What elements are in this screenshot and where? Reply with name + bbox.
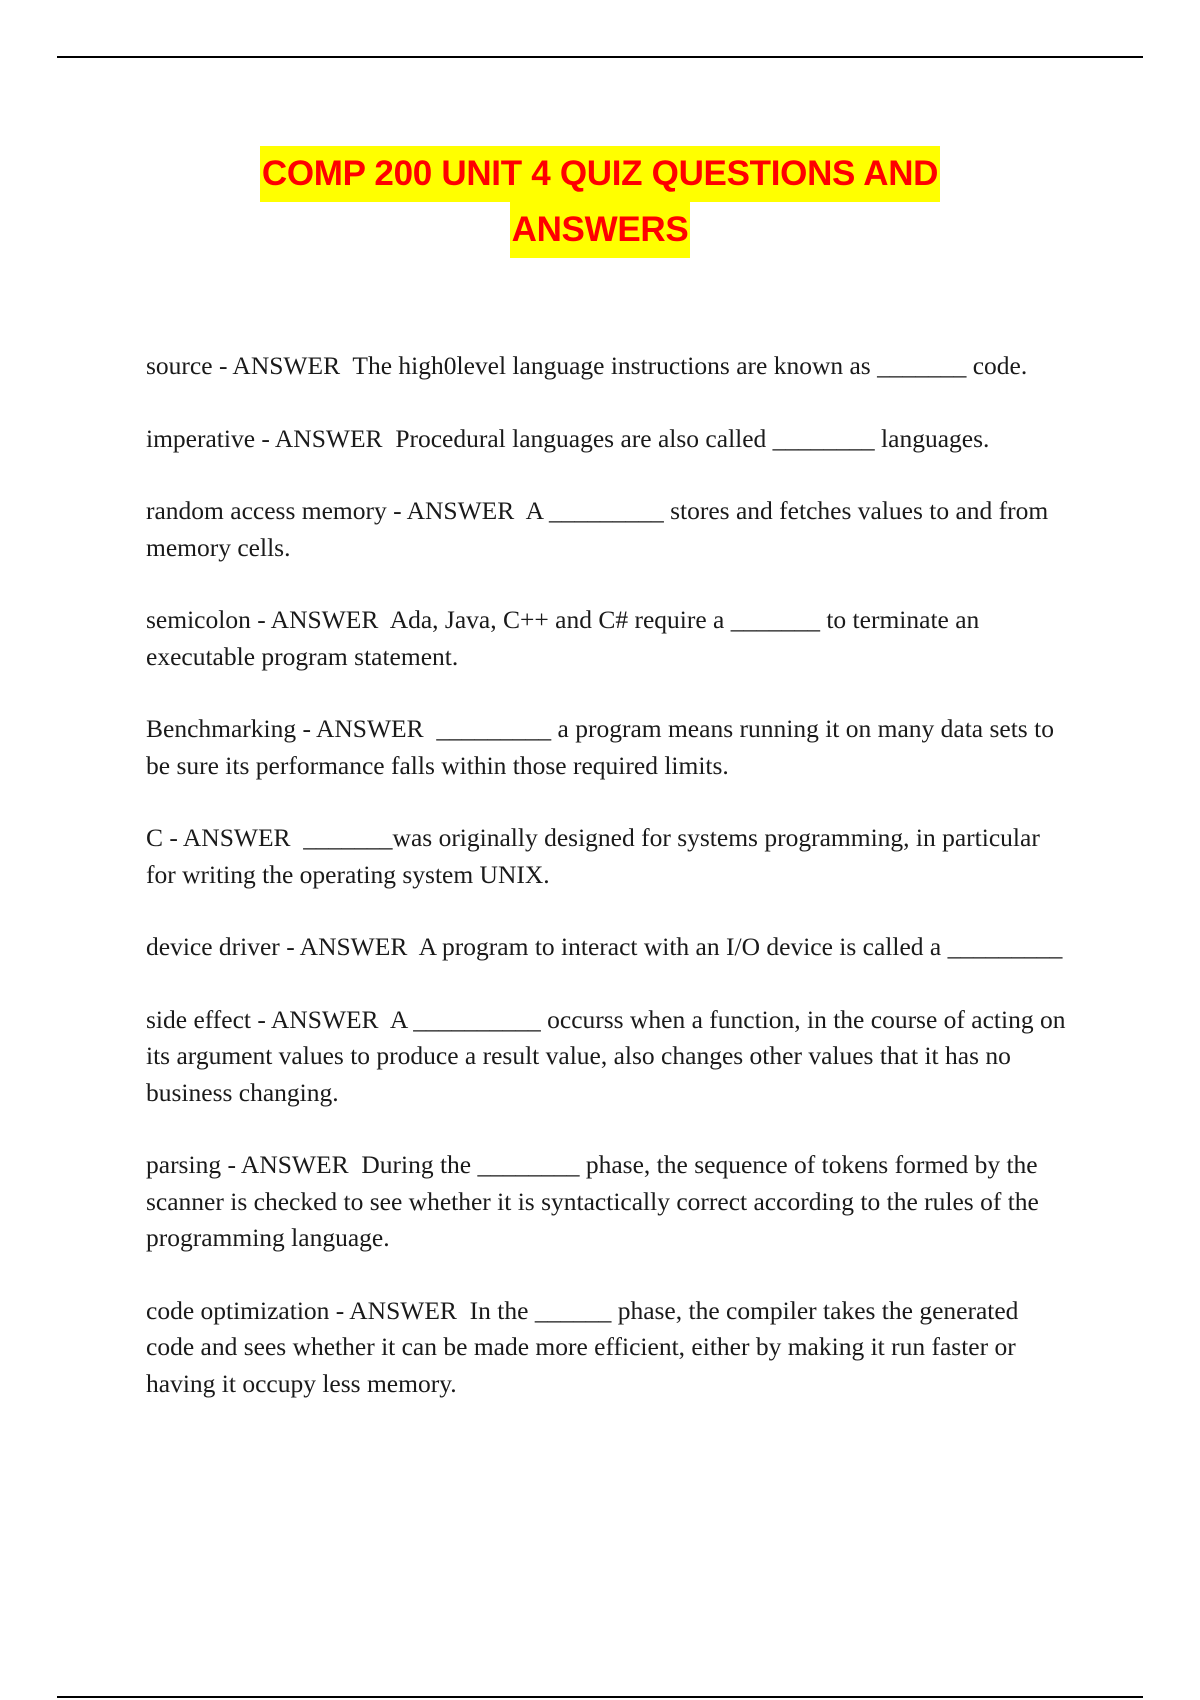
qa-item xyxy=(146,602,1066,675)
answer-label: ANSWER xyxy=(299,932,408,961)
qa-separator: - xyxy=(251,1004,271,1034)
qa-question: _________ a program means running it on many data sets to be sure its performance falls within those required limits. xyxy=(146,714,1054,780)
qa-term: semicolon xyxy=(146,605,251,634)
answer-label: ANSWER xyxy=(182,823,291,852)
answer-label: ANSWER xyxy=(270,605,379,634)
qa-term: C xyxy=(146,823,164,852)
qa-question: In the ______ phase, the compiler takes the generated code and sees whether it can be made more efficient, either by making it run faster or having it occupy less memory. xyxy=(146,1295,1019,1398)
qa-item xyxy=(146,493,1066,566)
answer-label: ANSWER xyxy=(315,714,424,743)
qa-list xyxy=(146,348,1066,1438)
qa-item xyxy=(146,820,1066,893)
answer-label: ANSWER xyxy=(232,351,341,380)
top-rule xyxy=(57,56,1143,58)
qa-separator: - xyxy=(163,823,183,852)
qa-term: random access memory xyxy=(146,496,387,525)
answer-label: ANSWER xyxy=(270,1004,379,1034)
qa-term: source xyxy=(146,351,213,380)
qa-item xyxy=(146,1147,1066,1257)
qa-separator: - xyxy=(386,496,407,525)
answer-label: ANSWER xyxy=(349,1295,457,1325)
qa-item xyxy=(146,929,1066,966)
qa-question: A _________ stores and fetches values to and from memory cells. xyxy=(146,496,1049,562)
qa-term: imperative xyxy=(146,423,256,453)
qa-question: Ada, Java, C++ and C# require a _______ to terminate an executable program statement. xyxy=(146,605,980,671)
qa-separator: - xyxy=(255,423,275,453)
qa-item xyxy=(146,421,1066,458)
qa-item xyxy=(146,711,1066,784)
qa-separator: - xyxy=(296,714,316,743)
qa-term: device driver xyxy=(146,932,280,961)
qa-item xyxy=(146,1002,1066,1112)
title-line-2: ANSWERS xyxy=(510,202,691,258)
qa-question: A __________ occurss when a function, in the course of acting on its argument values to produce a result value, also changes other values that it has no business changing. xyxy=(146,1004,1066,1107)
document-title xyxy=(0,146,1200,258)
qa-question: During the ________ phase, the sequence of tokens formed by the scanner is checked to see whether it is syntactically correct according to the rules of the programming language. xyxy=(146,1150,1039,1252)
qa-term: code optimization xyxy=(146,1295,330,1325)
qa-question: _______was originally designed for systems programming, in particular for writing the operating system UNIX. xyxy=(146,823,1040,889)
qa-question: A program to interact with an I/O device is called a _________ xyxy=(418,932,1063,961)
qa-question: Procedural languages are also called ________ languages. xyxy=(395,423,990,453)
title-line-1: COMP 200 UNIT 4 QUIZ QUESTIONS AND xyxy=(260,146,940,202)
qa-separator: - xyxy=(279,932,300,961)
answer-label: ANSWER xyxy=(406,496,515,525)
qa-item xyxy=(146,1293,1066,1403)
qa-separator: - xyxy=(250,605,271,634)
qa-item xyxy=(146,348,1066,385)
qa-term: Benchmarking xyxy=(146,714,297,743)
qa-term: parsing xyxy=(146,1150,222,1179)
answer-label: ANSWER xyxy=(240,1150,349,1179)
bottom-rule xyxy=(57,1696,1143,1698)
qa-term: side effect xyxy=(146,1004,252,1034)
qa-separator: - xyxy=(212,351,233,380)
qa-question: The high0level language instructions are known as _______ code. xyxy=(352,351,1028,380)
qa-separator: - xyxy=(329,1295,350,1325)
qa-separator: - xyxy=(221,1150,241,1179)
answer-label: ANSWER xyxy=(274,423,383,453)
